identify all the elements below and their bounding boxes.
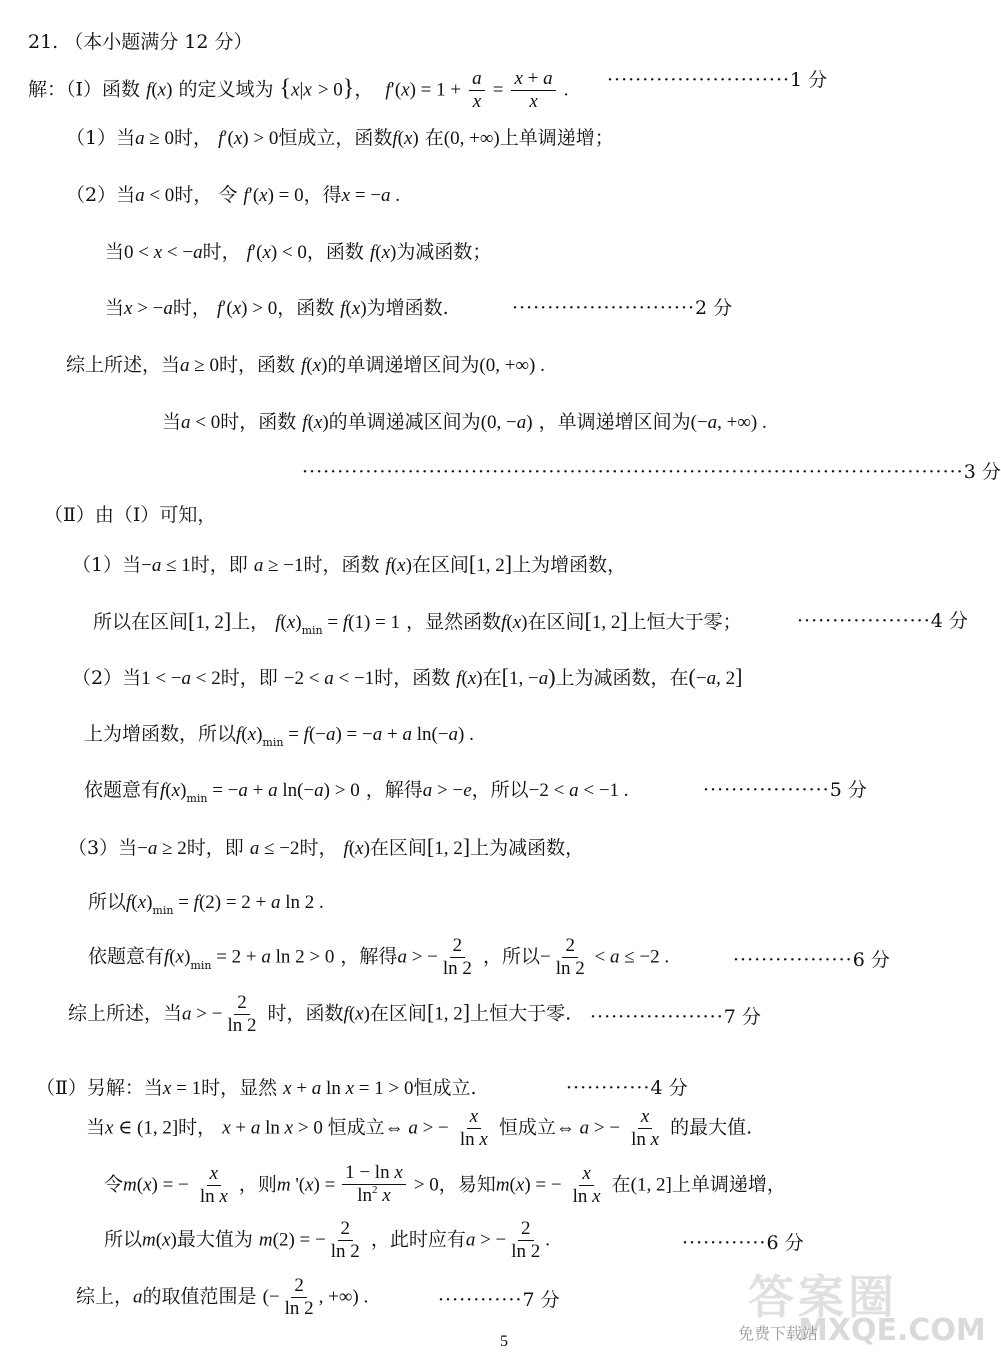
fraction: $\frac{2}{\ln 2}$ — [227, 992, 257, 1036]
fraction: $\frac{x}{\text{ln x}}$ — [199, 1163, 228, 1207]
score-mark: ··························2 分 — [512, 297, 733, 319]
case2-line: （2）当a < 0时， 令 f′(x) = 0，得x = −a . — [66, 184, 401, 206]
alt-line2: 当x ∈ (1, 2]时， x + a ln x > 0 恒成立⇔ a > − $\frac{x}{\text{ln x}}$ 恒成立⇔ a > − $\frac{x}{\text{ln x}}$ 的最大值. — [86, 1106, 753, 1150]
score-mark: ··························1 分 — [607, 69, 828, 91]
part2-summary-line: 综上所述，当a > − $\frac{2}{\ln 2}$ 时，函数f(x)在区间[1, 2]上恒大于零. — [68, 992, 572, 1036]
score-mark: ············4 分 — [566, 1077, 688, 1099]
score-mark: ······························································································3 分 — [302, 461, 1001, 483]
fraction: $\frac{a}{x}$ — [469, 68, 485, 113]
part2-case3b-line: 所以$f(x)_{min} = f(2) = 2 + a$ ln 2 . — [88, 891, 324, 917]
part2-case1b-line: 所以在区间[1, 2]上， $f(x)_{min} = f(1) = 1$ ，显然函数f(x)在区间[1, 2]上恒大于零； — [93, 608, 742, 637]
part2-case1-line: （1）当−a ≤ 1时，即 a ≥ −1时，函数 f(x)在区间[1, 2]上为增函数， — [72, 551, 627, 576]
score-mark: ··················5 分 — [703, 779, 867, 801]
page-number: 5 — [500, 1333, 508, 1350]
part2-case2-line: （2）当1 < −a < 2时，即 −2 < a < −1时，函数 f(x)在[1, −a)上为减函数，在(−a, 2] — [72, 664, 743, 689]
case2b-line: 当x > −a时， f′(x) > 0，函数 f(x)为增函数. — [105, 297, 449, 319]
fraction: $\frac{x}{\text{ln x}}$ — [459, 1106, 488, 1150]
watermark-caption: 免费下载站 — [738, 1324, 819, 1343]
fraction: $\frac{2}{\ln 2}$ — [442, 935, 472, 979]
part2-case2c-line: 依题意有$f(x)_{min} = -a + a$ ln(−a) > 0 ，解得a > −e，所以−2 < a < −1 . — [84, 779, 629, 805]
part2-heading: （Ⅱ）由（Ⅰ）可知， — [44, 504, 217, 526]
case2a-line: 当0 < x < −a时， f′(x) < 0，函数 f(x)为减函数； — [105, 241, 492, 263]
fraction: $\frac{x}{\text{ln x}}$ — [631, 1106, 660, 1150]
watermark-logo-text: 答案圈 — [748, 1270, 898, 1324]
fraction: $\frac{x + a}{x}$ — [511, 68, 555, 113]
sol-prefix: 解：（Ⅰ）函数 — [28, 78, 141, 101]
watermark — [738, 1261, 986, 1351]
alt-line1: （Ⅱ）另解：当x = 1时，显然 x + a ln x = 1 > 0恒成立. — [36, 1077, 477, 1099]
score-mark: ············7 分 — [438, 1289, 560, 1311]
fraction: $\frac{2}{\ln 2}$ — [284, 1275, 314, 1319]
summary2-line: 当a < 0时，函数 f(x)的单调递减区间为(0, −a) ，单调递增区间为(−a, +∞) . — [162, 411, 767, 433]
alt-line4: 所以m(x)最大值为 m(2) = − $\frac{2}{\ln 2}$ ，此时应有a > − $\frac{2}{\ln 2}$ . — [104, 1218, 551, 1262]
score-mark: ···················7 分 — [590, 1006, 761, 1028]
score-mark: ·················6 分 — [733, 949, 890, 971]
alt-line5: 综上，a的取值范围是 (− $\frac{2}{\ln 2}$ , +∞) . — [76, 1275, 369, 1319]
fraction: $\frac{\text{1 − ln x}}{\ln^2 x}$ — [342, 1162, 406, 1209]
watermark-domain: MXQE.COM — [798, 1313, 986, 1348]
case1-line: （1）当a ≥ 0时， f′(x) > 0恒成立，函数f(x) 在(0, +∞)上单调递增； — [66, 127, 614, 149]
score-mark: ···················4 分 — [797, 610, 968, 632]
summary1-line: 综上所述，当a ≥ 0时，函数 f(x)的单调递增区间为(0, +∞) . — [66, 354, 545, 376]
solution-part1-line: 解：（Ⅰ）函数 f(x) 的定义域为 {x|x > 0}， f′(x) = 1 + $\frac{a}{x}$ = $\frac{x + a}{x}$ . — [28, 68, 569, 112]
fraction: $\frac{2}{\ln 2}$ — [330, 1218, 360, 1262]
domain-label: 的定义域为 — [178, 78, 274, 101]
fraction: $\frac{2}{\ln 2}$ — [511, 1218, 541, 1262]
fraction: $\frac{2}{\ln 2}$ — [555, 935, 585, 979]
score-mark: ············6 分 — [682, 1232, 804, 1254]
problem-heading: 21. （本小题满分 12 分） — [28, 31, 253, 53]
part2-case2b-line: 上为增函数，所以$f(x)_{min} = f(-a) = -a + a$ ln(−a) . — [84, 723, 474, 749]
part2-case3-line: （3）当−a ≥ 2时，即 a ≤ −2时， f(x)在区间[1, 2]上为减函数， — [68, 834, 585, 859]
alt-line3: 令m(x) = − $\frac{x}{\text{ln x}}$ ，则m '(x) = $\frac{\text{1 − ln x}}{\ln^2 x}$ > 0，易知m(x) = − $\frac{x}{\text{ln x}}$ 在(1, 2]上单调递增， — [104, 1162, 786, 1207]
part2-case3c-line: 依题意有$f(x)_{min} = 2 + a$ ln 2 > 0 ，解得a > − $\frac{2}{\ln 2}$ ，所以− $\frac{2}{\ln 2}$ < a ≤ −2 . — [88, 935, 670, 979]
fraction: $\frac{x}{\text{ln x}}$ — [572, 1163, 601, 1207]
